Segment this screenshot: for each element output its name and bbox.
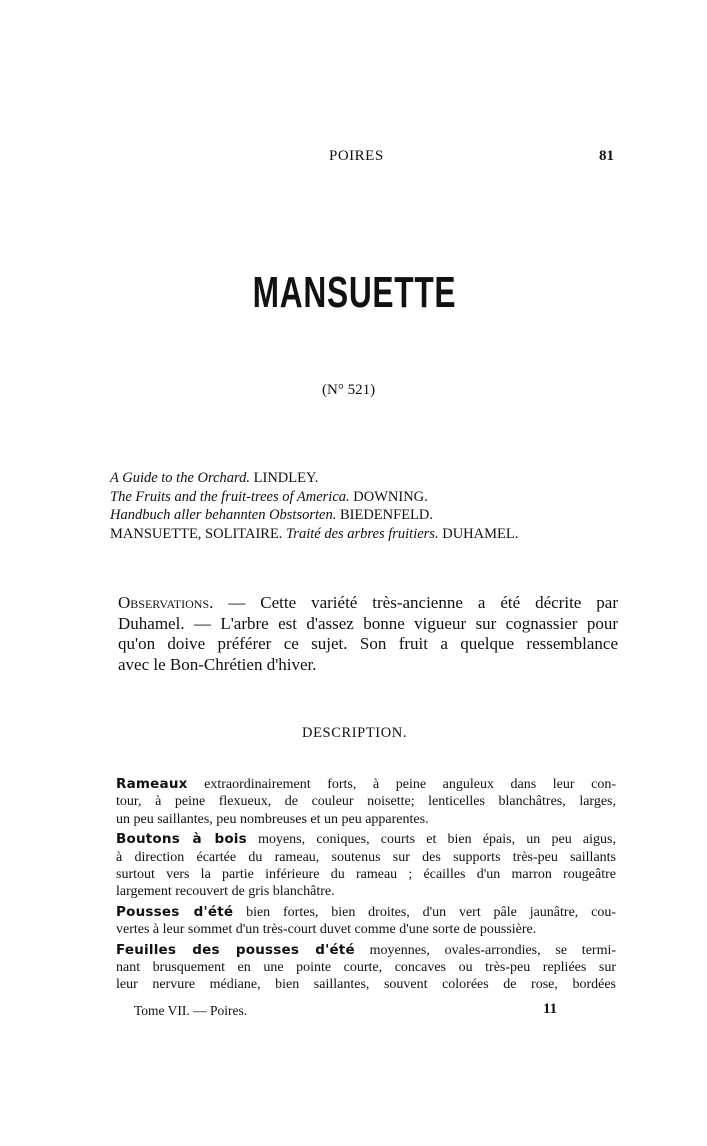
description-term: Rameaux — [116, 776, 188, 792]
reference-author: LINDLEY. — [253, 470, 319, 486]
observations-line: qu'on doive préférer ce sujet. Son fruit a quelque ressemblance — [118, 634, 618, 653]
description-text: extraordinairement forts, à peine anguleux dans leur con- — [187, 777, 616, 792]
description-line: vertes à leur sommet d'un très-court duvet comme d'une sorte de poussière. — [116, 922, 537, 938]
observations-line: Duhamel. — L'arbre est d'assez bonne vigueur sur cognassier pour — [118, 613, 618, 633]
description-term: Feuilles des pousses d'été — [116, 941, 355, 958]
description-paragraph-rameaux — [116, 776, 616, 828]
reference-item — [110, 506, 518, 525]
description-line: surtout vers la partie inférieure du rameau ; écailles d'un marron rougeâtre — [116, 867, 616, 883]
reference-prefix: MANSUETTE, SOLITAIRE. — [110, 525, 283, 542]
page-title: MANSUETTE — [252, 268, 457, 317]
footer-signature: 11 — [543, 1001, 558, 1017]
reference-work: A Guide to the Orchard. — [110, 470, 251, 486]
description-line — [116, 831, 616, 848]
description-term: Boutons à bois — [116, 831, 247, 848]
description-line — [116, 776, 616, 793]
description-line: tour, à peine flexueux, de couleur noisette; lenticelles blanchâtres, larges, — [116, 794, 616, 810]
footer-volume: Tome VII. — Poires. — [134, 1003, 248, 1018]
observations-line — [118, 593, 618, 614]
reference-author: BIEDENFELD. — [339, 507, 434, 523]
description-paragraph-boutons — [116, 831, 616, 901]
reference-item — [110, 525, 518, 544]
description-line — [116, 942, 616, 959]
description-line: largement recouvert de gris blanchâtre. — [116, 884, 335, 900]
reference-work: The Fruits and the fruit-trees of America. — [110, 488, 350, 505]
section-heading: DESCRIPTION. — [302, 725, 408, 741]
description-line: nant brusquement en une pointe courte, concaves ou très-peu repliées sur — [116, 960, 616, 976]
page-number: 81 — [599, 148, 614, 164]
reference-author: DUHAMEL. — [442, 525, 519, 542]
references-list — [110, 469, 518, 543]
description-line — [116, 904, 616, 921]
running-head: POIRES — [329, 148, 384, 164]
description-text: moyens, coniques, courts et bien épais, un peu aigus, — [246, 832, 616, 848]
observations-text: — Cette variété très-ancienne a été décrite par — [213, 593, 618, 612]
description-line: à direction écartée du rameau, soutenus sur des supports très-peu saillants — [116, 849, 616, 865]
observations-label: Observations. — [118, 593, 214, 612]
reference-work: Handbuch aller behannten Obstsorten. — [110, 507, 337, 523]
variety-number: (N° 521) — [322, 382, 376, 398]
description-paragraph-feuilles — [116, 942, 616, 994]
description-term: Pousses d'été — [116, 903, 234, 920]
description-text: moyennes, ovales-arrondies, se termi- — [354, 942, 617, 958]
description-paragraph-pousses — [116, 904, 616, 939]
reference-work: Traité des arbres fruitiers. — [286, 525, 439, 542]
description-line: un peu saillantes, peu nombreuses et un peu apparentes. — [116, 811, 429, 827]
reference-item — [110, 469, 518, 488]
description-text: bien fortes, bien droites, d'un vert pâle jaunâtre, cou- — [233, 904, 616, 920]
reference-item — [110, 488, 518, 507]
description-line: leur nervure médiane, bien saillantes, souvent colorées de rose, bordées — [116, 977, 616, 993]
observations-paragraph — [118, 593, 618, 675]
description-section — [116, 776, 616, 997]
observations-line: avec le Bon-Chrétien d'hiver. — [118, 654, 317, 674]
reference-author: DOWNING. — [353, 488, 428, 505]
